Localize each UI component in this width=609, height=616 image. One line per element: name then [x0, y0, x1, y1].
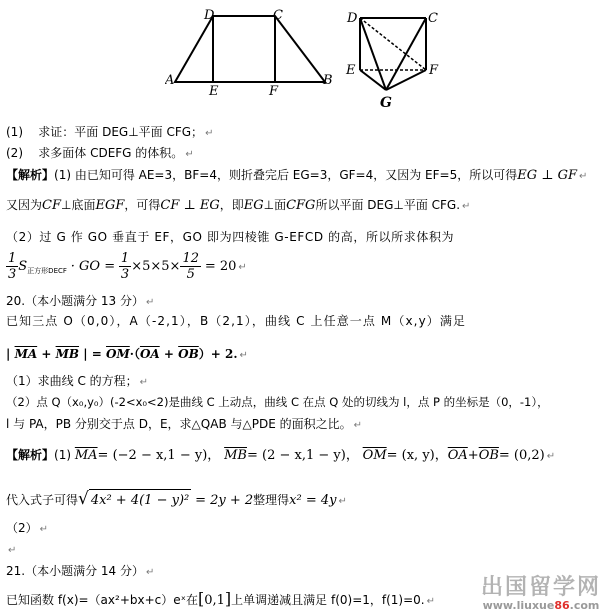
label-b: B — [323, 73, 333, 88]
label-f2: F — [429, 63, 439, 78]
label-g2: G — [380, 95, 392, 111]
label-d2: D — [347, 11, 358, 26]
label-c2: C — [428, 11, 438, 26]
problem-21-statement: 已知函数 f(x)=（ax²+bx+c）eˣ在[0,1]上单调递减且满足 f(0)=1，f(1)=0. ↵ — [6, 589, 436, 608]
label-f: F — [269, 84, 279, 98]
problem-20-formula: | $\overline{MA} + \overline{MB}$ | = $\overline{OM}\cdot(\overline{OA} + \overline{OB})+ 2$. ↵ — [6, 347, 248, 361]
label-c: C — [273, 8, 283, 23]
problem-20-sub-2b: l 与 PA，PB 分别交于点 D，E，求△QAB 与△PDE 的面积之比。 ↵ — [6, 417, 362, 431]
label-a: A — [165, 73, 175, 88]
label-d: D — [204, 8, 215, 23]
solution-1-line-2: 又因为CF⊥底面EGF，可得CF ⊥ EG，即EG⊥面CFG所以平面 DEG⊥平面 CFG. ↵ — [6, 198, 471, 213]
label-e2: E — [346, 63, 356, 78]
problem-20-statement: 已知三点 O（0,0），A（-2,1），B（2,1），曲线 C 上任意一点 M（x,y）满足 — [6, 314, 467, 328]
solution-1-line-1: 【解析】(1) 由已知可得 AE=3，BF=4，则折叠完后 EG=3，GF=4，又因为 EF=5，所以可得EG ⊥ GF ↵ — [6, 168, 588, 183]
solution-20-part-2: （2） ↵ — [6, 521, 49, 535]
problem-21-title: 21.（本小题满分 14 分） ↵ — [6, 564, 155, 578]
watermark-logo: 出国留学网 www.liuxue86.com — [480, 575, 601, 612]
figure-trapezoid — [165, 6, 340, 98]
watermark-url: www.liuxue86.com — [482, 599, 600, 612]
blank-line: ↵ — [8, 545, 17, 556]
problem-20-sub-1: （1）求曲线 C 的方程； ↵ — [6, 374, 149, 388]
problem-20-sub-2: （2）点 Q（x₀,y₀）(-2<x₀<2)是曲线 C 上动点，曲线 C 在点 Q 处的切线为 l，点 P 的坐标是（0，-1）， — [6, 395, 549, 409]
solution-20-line-2: 代入式子可得√ 4x² + 4(1 − y)² = 2y + 2整理得x² = 4y ↵ — [6, 488, 347, 513]
question-2: (2) 求多面体 CDEFG 的体积。 ↵ — [6, 146, 194, 160]
solution-2-formula: $\frac{1}{3}$ $S_{正方形DECF}$ · GO = $\frac{1}{3}$ ×5×5× $\frac{12}{5}$ = 20 ↵ — [8, 251, 247, 282]
label-e: E — [209, 84, 219, 98]
solution-20-line-1: 【解析】(1) $\overline{MA}= (-2 - x,1 - y)$， $\overline{MB}= (2 - x,1 - y)$， $\overline{OM}= (x$, y)，$\overline{OA}+\overline{OB}= (0,2)$ ↵ — [6, 448, 556, 463]
solution-2-line-1: （2）过 G 作 GO 垂直于 EF，GO 即为四棱锥 G-EFCD 的高，所以所求体积为 — [6, 230, 455, 244]
problem-20-title: 20.（本小题满分 13 分） ↵ — [6, 294, 155, 308]
question-1: (1) 求证：平面 DEG⊥平面 CFG； ↵ — [6, 125, 214, 139]
figure-polyhedron — [344, 6, 449, 114]
